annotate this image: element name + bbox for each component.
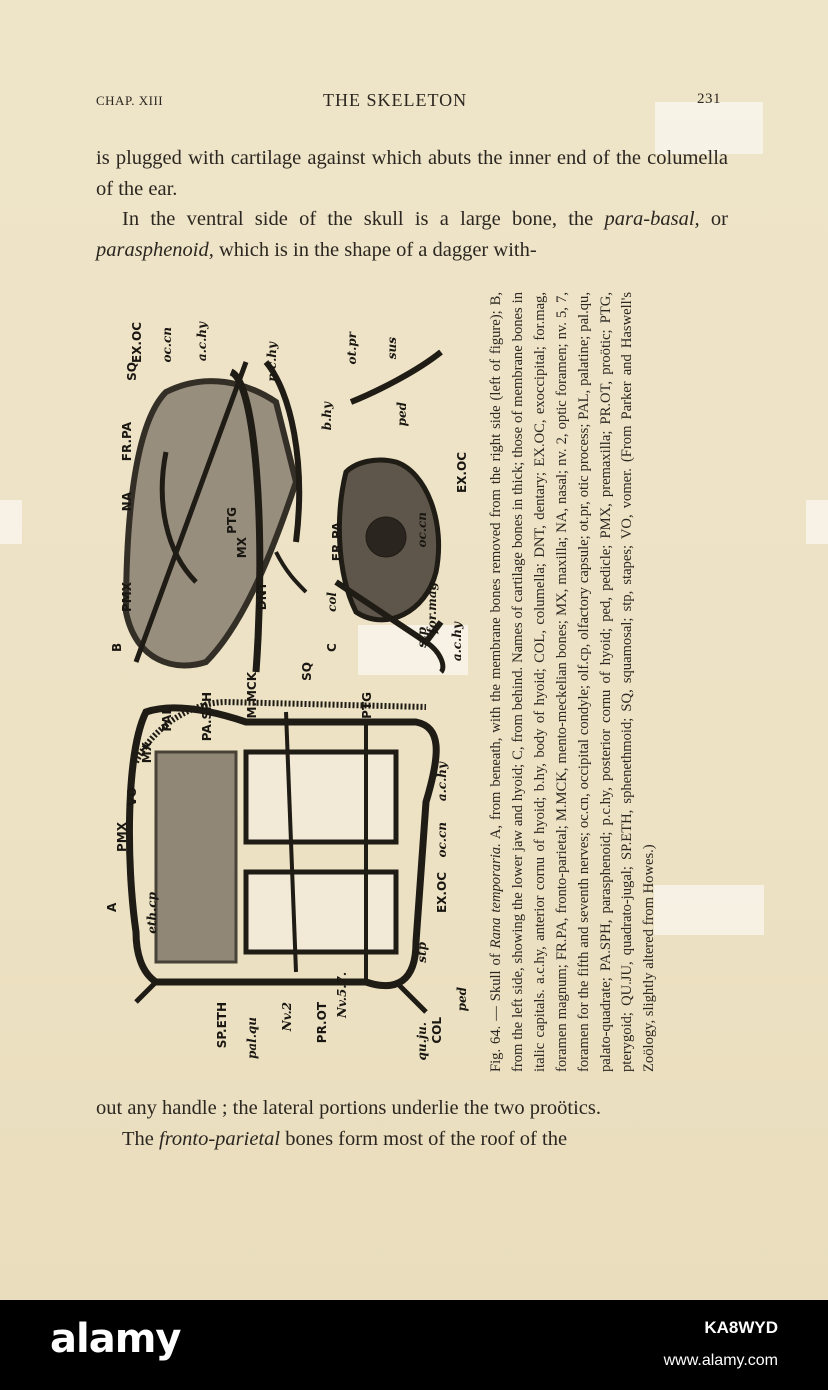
figure-label: MX: [140, 742, 154, 764]
figure-label: DNT: [255, 582, 269, 611]
figure-label: PR.OT: [315, 1002, 329, 1044]
figure-label: SQ: [125, 362, 139, 381]
figure-label: PMX: [115, 822, 129, 852]
alamy-logo: alamy: [50, 1316, 181, 1362]
figure-label: EX.OC: [435, 872, 449, 914]
figure-label: qu.ju.: [415, 1022, 429, 1061]
panel-letter-a: A: [105, 902, 119, 912]
skull-illustration: [96, 282, 486, 1082]
figure-label: col: [325, 592, 339, 612]
figure-label: VO: [125, 787, 139, 807]
figure-label: b.hy: [320, 402, 334, 431]
image-id: KA8WYD: [704, 1318, 778, 1337]
figure-label: stp: [415, 627, 429, 648]
figure-label: sus: [385, 337, 399, 360]
figure-label: SQ: [300, 662, 314, 681]
skull-panel-b: [126, 362, 306, 672]
panel-letter-b: B: [110, 642, 124, 652]
figure-label: oc.cn: [435, 822, 449, 858]
figure-label: eth.cp: [145, 892, 159, 934]
paragraph-bottom-2: The fronto-parietal bones form most of the roof of the: [122, 1128, 568, 1150]
figure-label: pal.qu: [245, 1017, 259, 1060]
figure-label: oc.cn: [160, 327, 174, 363]
running-head-title: THE SKELETON: [323, 90, 468, 110]
figure-label: ped: [395, 402, 409, 427]
figure-label: MX: [235, 537, 249, 559]
figure-label: a.c.hy: [450, 622, 464, 662]
figure-label: a.c.hy: [435, 762, 449, 802]
paragraph-top-2: In the ventral side of the skull is a large bone, the para-basal, or parasphenoid, which is in the shape of a dagger with-: [96, 208, 728, 261]
figure-64: [96, 282, 728, 1082]
figure-label: PTG: [360, 692, 374, 719]
panel-letter-c: C: [325, 643, 339, 652]
figure-label: SP.ETH: [215, 1002, 229, 1049]
running-head-chapter: CHAP. XIII: [96, 93, 164, 108]
figure-label: NA: [120, 492, 134, 512]
figure-label: PMX: [120, 582, 134, 612]
figure-label: EX.OC: [130, 322, 144, 364]
site-url: www.alamy.com: [663, 1352, 778, 1369]
figure-label: PAL: [160, 707, 174, 732]
figure-caption-area: [486, 282, 726, 1082]
figure-label: FR.PA: [120, 422, 134, 462]
figure-label: COL: [430, 1017, 444, 1044]
watermark-logo: [806, 500, 828, 544]
figure-label: EX.OC: [455, 452, 469, 494]
figure-label: Nv.5.7.: [335, 972, 349, 1018]
figure-label: Nv.2: [280, 1002, 294, 1032]
figure-label: ped: [455, 987, 469, 1012]
figure-label: PA.SPH: [200, 692, 214, 742]
figure-label: FR.PA: [330, 522, 344, 562]
figure-label: for.mag: [425, 582, 439, 634]
skull-panel-a: [129, 702, 436, 1012]
paragraph-bottom-1: out any handle ; the lateral portions underlie the two proötics.: [96, 1097, 601, 1119]
figure-label: p.c.hy: [265, 342, 279, 382]
figure-label: a.c.hy: [195, 322, 209, 362]
paragraph-top-1: is plugged with cartilage against which abuts the inner end of the columella of the ear.: [96, 147, 728, 200]
figure-caption: Fig. 64. — Skull of Rana temporaria. A, from beneath, with the membrane bones removed from the right side (left of figure); B, from the left side, showing the lower jaw and hyoid; C, from behind. Names of cartilage bones in thick; those of membrane bones in italic capitals. a.c.hy, anterior cornu of hyoid; b.hy, body of hyoid; COL, columella; DNT, dentary; EX.OC, exoccipital; for.mag, foramen magnum; FR.PA, fronto-parietal; M.MCK, mento-meckelian bones; MX, maxilla; NA, nasal; nv. 2, optic foramen; nv. 5, 7, foramen for the fifth and seventh nerves; oc.cn, occipital condyle; olf.cp, olfactory capsule; ot.pr, otic process; PAL, palatine; pal.qu, palato-quadrate; PA.SPH, parasphenoid; p.c.hy, posterior cornu of hyoid; ped, pedicle; PMX, premaxilla; PR.OT, proötic; PTG, pterygoid; QU.JU, quadrato-jugal; SP.ETH, sphenethmoid; SQ, squamosal; stp, stapes; VO, vomer. (From Parker and Haswell's Zoölogy, slightly altered from Howes.): [488, 291, 658, 1072]
figure-label: PTG: [225, 507, 239, 534]
page-number: 231: [697, 91, 721, 107]
figure-label: stp: [415, 942, 429, 963]
figure-label: ot.pr: [345, 332, 359, 365]
watermark-logo: [0, 500, 22, 544]
stock-footer-bar: [0, 1300, 828, 1390]
figure-label: M.MCK: [245, 672, 259, 719]
figure-label: oc.cn: [415, 512, 429, 548]
